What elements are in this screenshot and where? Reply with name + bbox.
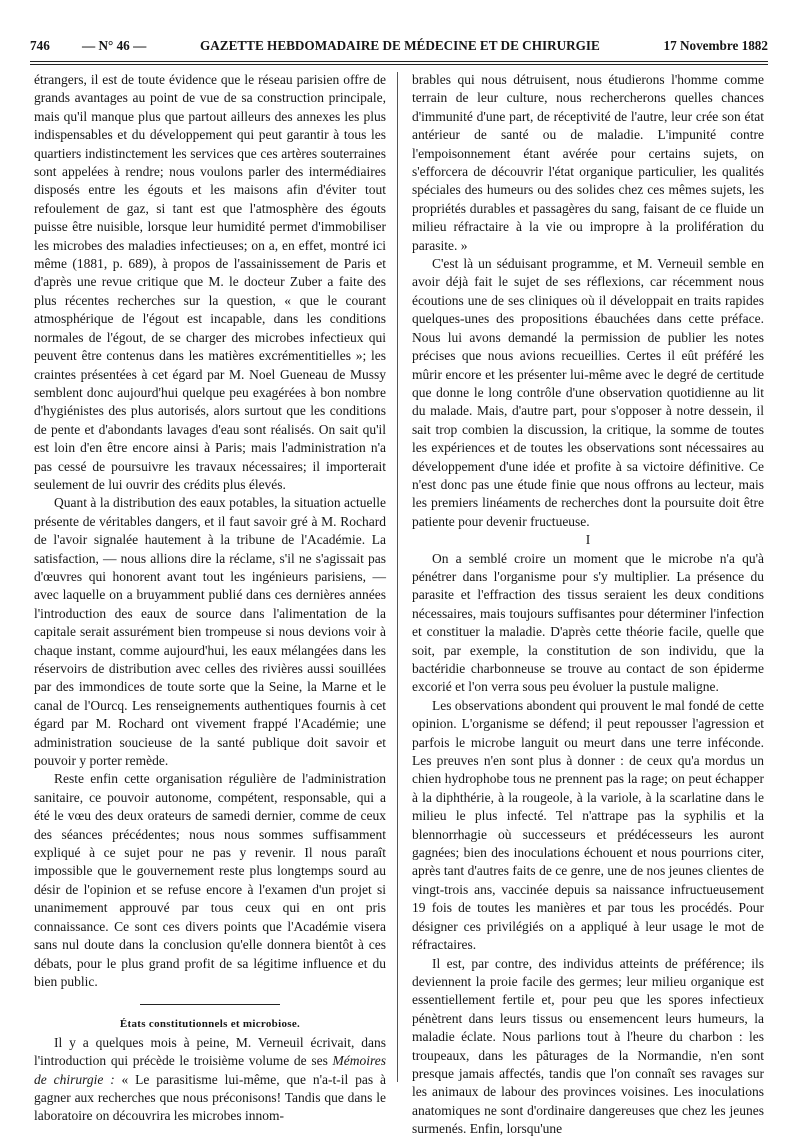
section-divider [140, 1004, 280, 1005]
paragraph [34, 1034, 386, 1126]
paragraph: Les observations abondent qui prouvent le mal fondé de cette opinion. L'organisme se défend; il peut repousser l'agression et parfois le microbe languit ou meurt dans une terre inféconde. Les preuves n'en sont plus à donner : de ceux qu'a mordus un chien hydrophobe tous ne prennent pas la rage; on peut échapper à la diphthérie, à la rougeole, à la variole, à la scarlatine dans le milieu le plus infecté. Tel n'attrape pas la syphilis et la blennorrhagie où successeurs et prédécesseurs les auront gagnées; bien des inoculations échouent et nous pourrions citer, après tant d'autres faits de ce genre, une de nos jeunes clientes de vingt-trois ans, vaccinée depuis sa naissance infructueusement 19 fois de toutes les manières et par tous les procédés. Pour désigner ces privilégiés on a appliqué à leur usage le mot de réfractaires. [412, 697, 764, 953]
header-rule-top [30, 61, 768, 62]
page-number: 746 [30, 38, 50, 53]
issue-number: — N° 46 — [82, 38, 147, 53]
issue-date: 17 Novembre 1882 [663, 38, 768, 53]
paragraph: étrangers, il est de toute évidence que le réseau parisien offre de grands avantages au point de vue de sa construction principale, mais qu'il manque plus que partout ailleurs des annexes les plus indispensables et du développement qui peut garantir à tous les quartiers indistinctement les services que ces artères souterraines sont appelées à rendre; nous voulons parler des intermédiaires disposés entre les égouts et les maisons afin d'éviter tout refoulement de gaz, si tant est que l'atmosphère des égouts puisse être nuisible, lorsque leur humidité permet d'immobiliser les microbes des maladies infectieuses; on a, en effet, montré ici même (1881, p. 689), à propos de l'assainissement de Paris et d'après une revue critique que M. le docteur Zuber a faite des plus récentes recherches sur la question, « que le courant atmosphérique de l'égout est incapable, dans les conditions normales de l'égout, de se charger des microbes infectieux qui peuvent être contenus dans les matières excrémentitielles »; les craintes présentées à cet égard par M. Noel Gueneau de Mussy semblent donc aujourd'hui quelque peu exagérées à bon nombre d'hygiénistes des plus autorisés, alors surtout que les conditions de pente et d'abondants lavages d'eau sont réalisés. On sait qu'il est loin d'en être encore ainsi à Paris; mais l'administration n'a pas cessé de poursuivre les travaux nécessaires; il importerait seulement de lui ouvrir des crédits plus élevés. [34, 72, 386, 492]
journal-title: GAZETTE HEBDOMADAIRE DE MÉDECINE ET DE CHIRURGIE [200, 38, 600, 53]
section-numeral: I [585, 532, 591, 548]
closing-text-end: « Le parasitisme lui-même, que n'a-t-il pas à gagner aux recherches que nous préconisons! Tandis que dans le laboratoire on découvrira les microbes innom- [34, 1071, 386, 1124]
column-divider [397, 72, 398, 1082]
paragraph: Quant à la distribution des eaux potables, la situation actuelle présente de véritables dangers, et il faut savoir gré à M. Rochard de l'avoir signalée hautement à la tribune de l'Académie. La satisfaction, — nous allions dire la réclame, s'il ne s'agissait pas d'œuvres qui honorent avant tout les ingénieurs parisiens, — avec laquelle on a bruyamment publié dans ces dernières années l'introduction des eaux de source dans l'alimentation de la capitale serait assurément bien trompeuse si nous devions voir à chaque instant, comme aujourd'hui, les eaux mélangées dans les réservoirs de distribution avec celles des rivières aussi souillées par des immondices de toute sorte que la Seine, la Marne et le canal de l'Ourcq. Les renseignements authentiques fournis à cet égard par M. Rochard ont vivement frappé l'Académie; une administration soucieuse de la santé publique doit savoir et pouvoir y porter remède. [34, 495, 386, 769]
paragraph: Reste enfin cette organisation régulière de l'administration sanitaire, ce pouvoir autonome, compétent, responsable, qui a été le vœu des deux orateurs de samedi dernier, comme de ceux des séances précédentes; nous nous sommes suffisamment expliqué à ce sujet pour ne pas y revenir. Il nous paraît impossible que le gouvernement reste plus longtemps sourd au désir de l'opinion et se refuse encore à l'examen d'un projet si unanimement approuvé par tous ceux qui en ont pris connaissance. Ce sont ces divers points que l'Académie visera sans nul doute dans la conclusion qu'elle donnera bientôt à ces débats, pour le plus grand profit de sa légitime influence et du bien public. [34, 771, 386, 989]
section-title: États constitutionnels et microbiose. [119, 1018, 301, 1031]
closing-text-start: Il y a quelques mois à peine, M. Verneuil écrivait, dans l'introduction qui précède le troisième volume de ses [34, 1034, 386, 1069]
left-column [34, 71, 386, 1126]
paragraph: brables qui nous détruisent, nous étudierons l'homme comme terrain de leur culture, nous rechercherons quelles chances d'immunité d'une part, de réceptivité de l'autre, leur crée son état antérieur de santé ou de maladie. L'impunité contre l'empoisonnement étant avérée pour certains sujets, on s'efforcera de découvrir l'état organique particulier, les qualités spéciales des humeurs ou des solides chez ces mêmes sujets, les propriétés durables et passagères du sang, faisant de ce fluide un milieu réfractaire à la vie ou impropre à la prolifération du parasite. » [412, 72, 764, 253]
paragraph: Il est, par contre, des individus atteints de préférence; ils deviennent la proie facile des germes; leur milieu organique est essentiellement fertile et, pour peu que les spores infectieux pénètrent dans leurs tissus ou ensemencent leurs humeurs, la maladie éclate. Nous parlions tout à l'heure du charbon : les troupeaux, dans les pâturages de la Normandie, n'en sont presque jamais affectés, tandis que l'on connaît ses ravages sur les animaux de labour des provinces voisines. Les inoculations anatomiques ne sont d'ordinaire dangereuses que chez les jeunes surmenés. Enfin, lorsqu'une [412, 955, 764, 1137]
right-column [412, 71, 764, 1139]
paragraph: On a semblé croire un moment que le microbe n'a qu'à pénétrer dans l'organisme pour s'y multiplier. La présence du parasite et l'effraction des tissus seraient les deux conditions nécessaires, mais toujours suffisantes pour déterminer l'infection et constituer la maladie. D'après cette théorie facile, quelle que soit, par exemple, la constitution de son individu, que la bactéridie charbonneuse se trouve au contact de son épiderme excorié et l'on verra sous peu évoluer la pustule maligne. [412, 550, 764, 695]
paragraph: C'est là un séduisant programme, et M. Verneuil semble en avoir déjà fait le sujet de ses réflexions, car récemment nous écoutions une de ses cliniques où il développait en traits rapides quelques-unes des propositions ébauchées dans cette préface. Nous lui avons demandé la permission de publier les notes précises que nous avions recueillies. Certes il eût préféré les mûrir encore et les présenter lui-même avec le degré de certitude que donne le long contrôle d'une observation quotidienne au lit du malade. Mais, d'autre part, pour s'opposer à notre dessein, il sait trop combien la discussion, la critique, la somme de toutes les expériences et de toutes les observations sont nécessaires au développement d'une idée et profite à sa victoire définitive. Ce n'est donc pas une étude finie que nous offrons au lecteur, mais les premiers linéaments de recherches dont la poursuite doit être patiente pour devenir fructueuse. [412, 256, 764, 529]
running-header [30, 38, 768, 58]
header-rule-bottom [30, 64, 768, 65]
italic-book-title: Mémoires de chirurgie : [34, 1053, 386, 1087]
